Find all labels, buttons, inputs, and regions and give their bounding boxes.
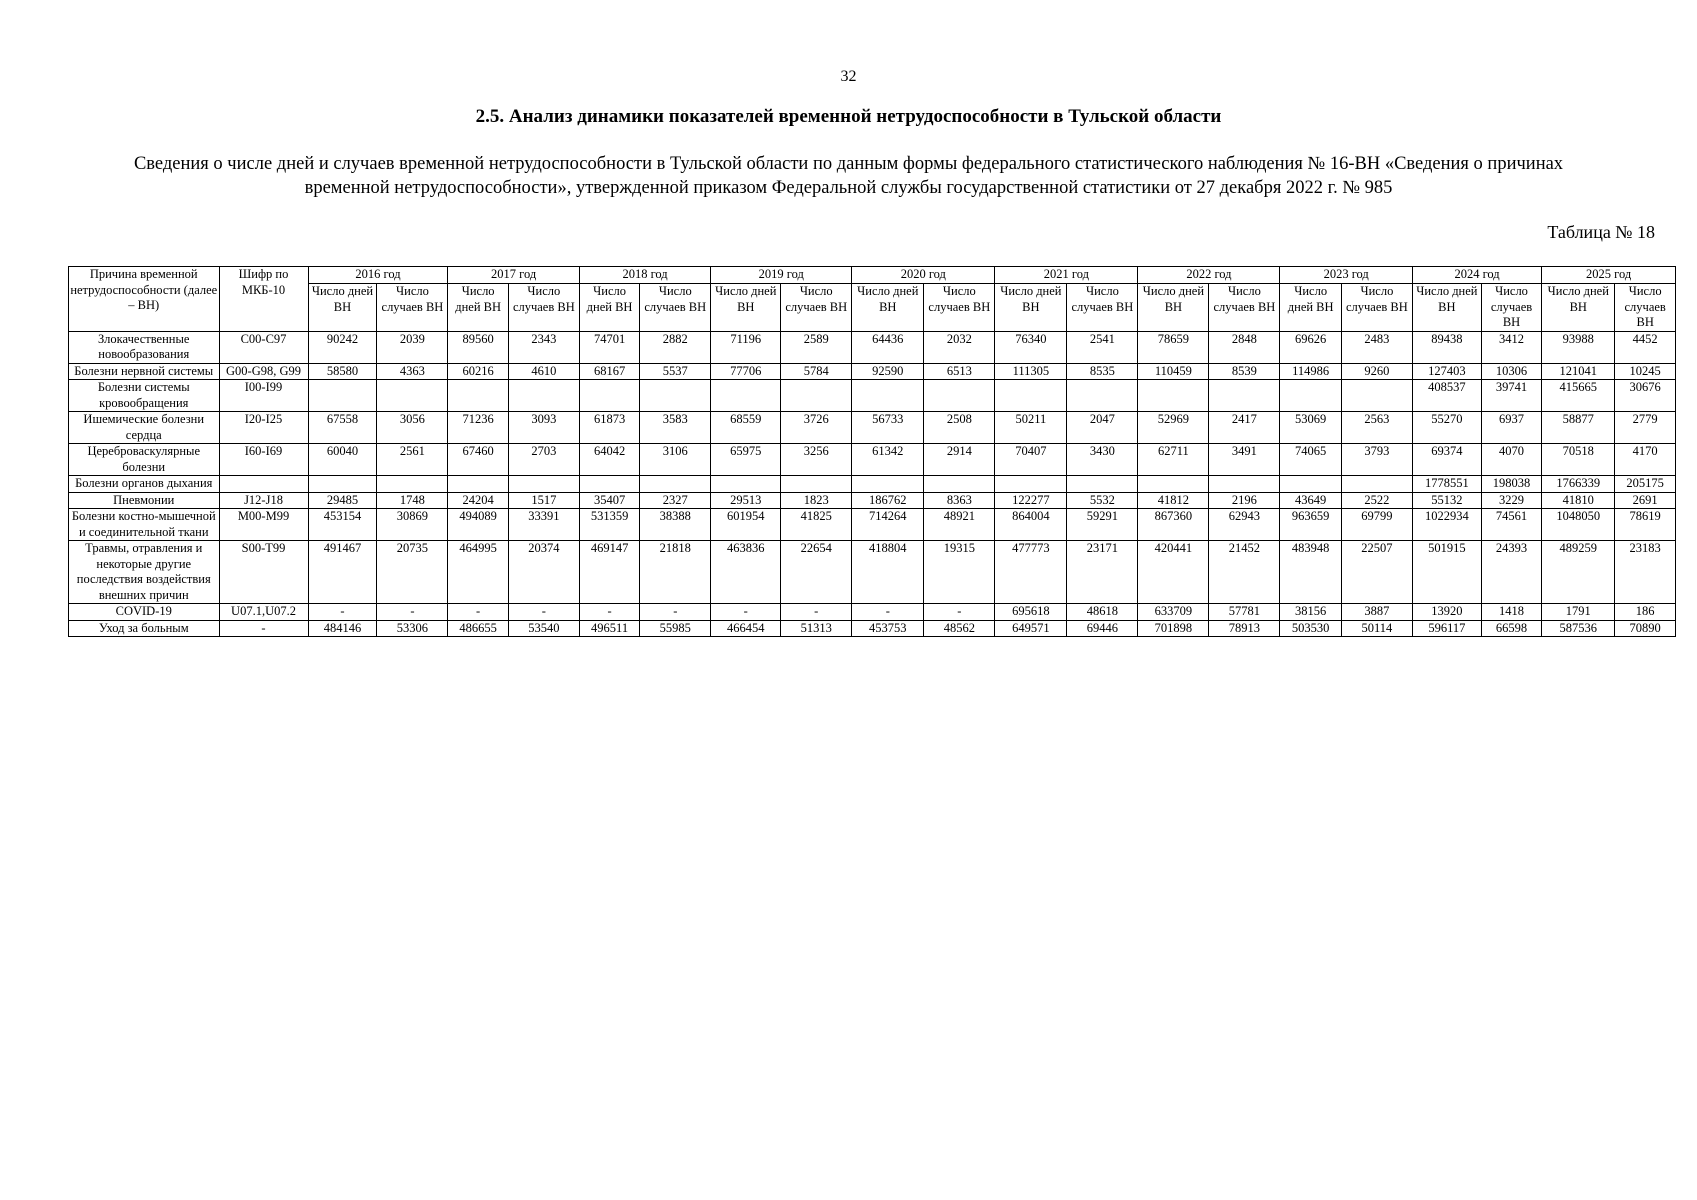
header-days-count: Число дней ВН — [1138, 284, 1209, 332]
table-row — [69, 476, 1676, 493]
header-year: 2020 год — [852, 267, 995, 284]
days-value-cell: 13920 — [1412, 604, 1481, 621]
cases-value-cell: 22507 — [1341, 541, 1412, 604]
cases-value-cell: 2522 — [1341, 492, 1412, 509]
days-value-cell — [995, 380, 1067, 412]
days-value-cell: 67558 — [308, 412, 377, 444]
caption-line-2: временной нетрудоспособности», утвержденной приказом Федеральной службы государственной статистики от 27 декабря 2022 г. № 985 — [304, 178, 1393, 198]
cases-value-cell: 57781 — [1209, 604, 1280, 621]
cases-value-cell: 20374 — [508, 541, 579, 604]
cases-value-cell: 6513 — [924, 363, 995, 380]
days-value-cell: 633709 — [1138, 604, 1209, 621]
days-value-cell: 60216 — [448, 363, 508, 380]
cases-value-cell: 78619 — [1615, 509, 1676, 541]
days-value-cell — [995, 476, 1067, 493]
days-value-cell: 596117 — [1412, 620, 1481, 637]
days-value-cell: 68559 — [711, 412, 781, 444]
cases-value-cell: 55985 — [640, 620, 711, 637]
icd-code-cell: U07.1,U07.2 — [219, 604, 308, 621]
days-value-cell: 29513 — [711, 492, 781, 509]
days-value-cell — [1138, 380, 1209, 412]
days-value-cell: 89438 — [1412, 331, 1481, 363]
table-caption — [80, 152, 1617, 200]
header-cases-count: Число случаев ВН — [781, 284, 852, 332]
cases-value-cell: 50114 — [1341, 620, 1412, 637]
cases-value-cell: 78913 — [1209, 620, 1280, 637]
cases-value-cell — [781, 380, 852, 412]
days-value-cell — [308, 380, 377, 412]
icd-code-cell: С00-С97 — [219, 331, 308, 363]
table-row — [69, 380, 1676, 412]
cases-value-cell: 3093 — [508, 412, 579, 444]
cases-value-cell: 41825 — [781, 509, 852, 541]
days-value-cell: 867360 — [1138, 509, 1209, 541]
days-value-cell: 56733 — [852, 412, 924, 444]
cases-value-cell: 3412 — [1481, 331, 1541, 363]
cases-value-cell: 39741 — [1481, 380, 1541, 412]
header-cases-count: Число случаев ВН — [1615, 284, 1676, 332]
cause-cell: Ишемические болезни сердца — [69, 412, 220, 444]
days-value-cell: 61342 — [852, 444, 924, 476]
section-heading: 2.5. Анализ динамики показателей временной нетрудоспособности в Тульской области — [475, 106, 1222, 127]
days-value-cell — [448, 476, 508, 493]
days-value-cell: 483948 — [1280, 541, 1341, 604]
icd-code-cell: G00-G98, G99 — [219, 363, 308, 380]
days-value-cell — [448, 380, 508, 412]
days-value-cell — [852, 380, 924, 412]
days-value-cell — [579, 476, 639, 493]
days-value-cell: 69374 — [1412, 444, 1481, 476]
incapacity-data-table — [68, 266, 1676, 637]
header-year: 2019 год — [711, 267, 852, 284]
header-cases-count: Число случаев ВН — [924, 284, 995, 332]
header-days-count: Число дней ВН — [1412, 284, 1481, 332]
days-value-cell: 587536 — [1542, 620, 1615, 637]
days-value-cell: 65975 — [711, 444, 781, 476]
cases-value-cell: 1418 — [1481, 604, 1541, 621]
header-days-count: Число дней ВН — [579, 284, 639, 332]
table-row — [69, 620, 1676, 637]
cases-value-cell: 3726 — [781, 412, 852, 444]
icd-code-cell: J12-J18 — [219, 492, 308, 509]
days-value-cell: 186762 — [852, 492, 924, 509]
days-value-cell: - — [448, 604, 508, 621]
days-value-cell: 110459 — [1138, 363, 1209, 380]
cause-cell: Болезни системы кровообращения — [69, 380, 220, 412]
cases-value-cell: 48618 — [1067, 604, 1138, 621]
header-cases-count: Число случаев ВН — [1209, 284, 1280, 332]
days-value-cell: 1791 — [1542, 604, 1615, 621]
header-cases-count: Число случаев ВН — [508, 284, 579, 332]
cases-value-cell: 51313 — [781, 620, 852, 637]
days-value-cell: 69626 — [1280, 331, 1341, 363]
cases-value-cell: 2563 — [1341, 412, 1412, 444]
table-row — [69, 363, 1676, 380]
table-row — [69, 492, 1676, 509]
days-value-cell: 464995 — [448, 541, 508, 604]
days-value-cell: 41810 — [1542, 492, 1615, 509]
cases-value-cell: 198038 — [1481, 476, 1541, 493]
cases-value-cell: 2032 — [924, 331, 995, 363]
cases-value-cell: 1748 — [377, 492, 448, 509]
days-value-cell: 1048050 — [1542, 509, 1615, 541]
table-row — [69, 331, 1676, 363]
days-value-cell: 701898 — [1138, 620, 1209, 637]
cause-cell: Цереброваскулярные болезни — [69, 444, 220, 476]
days-value-cell: 62711 — [1138, 444, 1209, 476]
days-value-cell: 55270 — [1412, 412, 1481, 444]
cases-value-cell: 20735 — [377, 541, 448, 604]
cases-value-cell: 3256 — [781, 444, 852, 476]
cases-value-cell — [1067, 380, 1138, 412]
cases-value-cell: 2541 — [1067, 331, 1138, 363]
days-value-cell — [1280, 476, 1341, 493]
cases-value-cell — [377, 380, 448, 412]
cases-value-cell: 3887 — [1341, 604, 1412, 621]
cases-value-cell — [781, 476, 852, 493]
header-cases-count: Число случаев ВН — [1067, 284, 1138, 332]
cases-value-cell: 186 — [1615, 604, 1676, 621]
days-value-cell: 121041 — [1542, 363, 1615, 380]
cases-value-cell: 3106 — [640, 444, 711, 476]
days-value-cell: 74701 — [579, 331, 639, 363]
cases-value-cell: 3793 — [1341, 444, 1412, 476]
days-value-cell: - — [579, 604, 639, 621]
days-value-cell: 408537 — [1412, 380, 1481, 412]
days-value-cell: 503530 — [1280, 620, 1341, 637]
days-value-cell: 601954 — [711, 509, 781, 541]
cases-value-cell: 3430 — [1067, 444, 1138, 476]
days-value-cell: - — [308, 604, 377, 621]
icd-code-cell: I60-I69 — [219, 444, 308, 476]
days-value-cell: 114986 — [1280, 363, 1341, 380]
header-cases-count: Число случаев ВН — [377, 284, 448, 332]
days-value-cell: 58580 — [308, 363, 377, 380]
cases-value-cell: 23183 — [1615, 541, 1676, 604]
days-value-cell — [579, 380, 639, 412]
cases-value-cell: 4170 — [1615, 444, 1676, 476]
header-days-count: Число дней ВН — [448, 284, 508, 332]
page-number: 32 — [840, 68, 857, 85]
days-value-cell: 55132 — [1412, 492, 1481, 509]
cases-value-cell: 10245 — [1615, 363, 1676, 380]
days-value-cell: 486655 — [448, 620, 508, 637]
cases-value-cell: 2914 — [924, 444, 995, 476]
cases-value-cell: 10306 — [1481, 363, 1541, 380]
icd-code-cell: - — [219, 620, 308, 637]
cases-value-cell: 3491 — [1209, 444, 1280, 476]
cause-cell: Болезни нервной системы — [69, 363, 220, 380]
cases-value-cell: 1823 — [781, 492, 852, 509]
days-value-cell: 501915 — [1412, 541, 1481, 604]
cases-value-cell: 2343 — [508, 331, 579, 363]
cases-value-cell: 5532 — [1067, 492, 1138, 509]
cases-value-cell — [1209, 476, 1280, 493]
days-value-cell — [1138, 476, 1209, 493]
cases-value-cell — [508, 476, 579, 493]
header-row-years — [69, 267, 1676, 284]
cases-value-cell — [640, 476, 711, 493]
cases-value-cell — [640, 380, 711, 412]
cases-value-cell: 2047 — [1067, 412, 1138, 444]
days-value-cell: 90242 — [308, 331, 377, 363]
days-value-cell: 1766339 — [1542, 476, 1615, 493]
cases-value-cell: 4070 — [1481, 444, 1541, 476]
table-body — [69, 331, 1676, 637]
header-days-count: Число дней ВН — [1542, 284, 1615, 332]
days-value-cell: 60040 — [308, 444, 377, 476]
cases-value-cell: 3583 — [640, 412, 711, 444]
days-value-cell — [711, 380, 781, 412]
days-value-cell: 531359 — [579, 509, 639, 541]
table-row — [69, 509, 1676, 541]
days-value-cell: 64042 — [579, 444, 639, 476]
days-value-cell: 1022934 — [1412, 509, 1481, 541]
days-value-cell: 494089 — [448, 509, 508, 541]
cases-value-cell: 2848 — [1209, 331, 1280, 363]
cases-value-cell: 2691 — [1615, 492, 1676, 509]
days-value-cell — [711, 476, 781, 493]
days-value-cell: 963659 — [1280, 509, 1341, 541]
days-value-cell: 418804 — [852, 541, 924, 604]
cases-value-cell: 62943 — [1209, 509, 1280, 541]
cause-cell: COVID-19 — [69, 604, 220, 621]
days-value-cell: 415665 — [1542, 380, 1615, 412]
days-value-cell: 649571 — [995, 620, 1067, 637]
days-value-cell: 68167 — [579, 363, 639, 380]
header-year: 2024 год — [1412, 267, 1541, 284]
cause-cell: Пневмонии — [69, 492, 220, 509]
days-value-cell: 43649 — [1280, 492, 1341, 509]
header-days-count: Число дней ВН — [995, 284, 1067, 332]
cases-value-cell: 4452 — [1615, 331, 1676, 363]
header-year: 2018 год — [579, 267, 710, 284]
days-value-cell: 70407 — [995, 444, 1067, 476]
header-year: 2016 год — [308, 267, 448, 284]
days-value-cell: 71196 — [711, 331, 781, 363]
days-value-cell — [1280, 380, 1341, 412]
days-value-cell: 58877 — [1542, 412, 1615, 444]
cases-value-cell: - — [924, 604, 995, 621]
header-year: 2022 год — [1138, 267, 1280, 284]
cases-value-cell: 2561 — [377, 444, 448, 476]
cases-value-cell — [508, 380, 579, 412]
cases-value-cell — [377, 476, 448, 493]
days-value-cell: 496511 — [579, 620, 639, 637]
cause-cell: Уход за больным — [69, 620, 220, 637]
cases-value-cell: 2417 — [1209, 412, 1280, 444]
header-days-count: Число дней ВН — [711, 284, 781, 332]
days-value-cell: 127403 — [1412, 363, 1481, 380]
days-value-cell: 64436 — [852, 331, 924, 363]
cases-value-cell: 205175 — [1615, 476, 1676, 493]
cases-value-cell: 2779 — [1615, 412, 1676, 444]
cases-value-cell — [1341, 380, 1412, 412]
cases-value-cell: 8363 — [924, 492, 995, 509]
cases-value-cell: 1517 — [508, 492, 579, 509]
days-value-cell: 1778551 — [1412, 476, 1481, 493]
days-value-cell: 77706 — [711, 363, 781, 380]
icd-code-cell: I00-I99 — [219, 380, 308, 412]
cases-value-cell: 2882 — [640, 331, 711, 363]
days-value-cell: 70518 — [1542, 444, 1615, 476]
cases-value-cell: 48562 — [924, 620, 995, 637]
days-value-cell: 489259 — [1542, 541, 1615, 604]
cases-value-cell: 2703 — [508, 444, 579, 476]
cases-value-cell — [1209, 380, 1280, 412]
days-value-cell: 453753 — [852, 620, 924, 637]
days-value-cell — [852, 476, 924, 493]
header-days-count: Число дней ВН — [308, 284, 377, 332]
cases-value-cell: 8535 — [1067, 363, 1138, 380]
cases-value-cell: - — [640, 604, 711, 621]
cases-value-cell: 2327 — [640, 492, 711, 509]
cases-value-cell: 2483 — [1341, 331, 1412, 363]
days-value-cell: 38156 — [1280, 604, 1341, 621]
icd-code-cell: S00-T99 — [219, 541, 308, 604]
cases-value-cell — [924, 476, 995, 493]
header-icd-code: Шифр по МКБ-10 — [219, 267, 308, 332]
cases-value-cell: 70890 — [1615, 620, 1676, 637]
days-value-cell: 466454 — [711, 620, 781, 637]
cases-value-cell: 2589 — [781, 331, 852, 363]
days-value-cell: 71236 — [448, 412, 508, 444]
header-year: 2017 год — [448, 267, 579, 284]
days-value-cell: 714264 — [852, 509, 924, 541]
header-cases-count: Число случаев ВН — [640, 284, 711, 332]
cases-value-cell: 53306 — [377, 620, 448, 637]
days-value-cell: 41812 — [1138, 492, 1209, 509]
cases-value-cell: - — [377, 604, 448, 621]
days-value-cell: 53069 — [1280, 412, 1341, 444]
cases-value-cell: 21452 — [1209, 541, 1280, 604]
cases-value-cell: 30869 — [377, 509, 448, 541]
days-value-cell: 93988 — [1542, 331, 1615, 363]
days-value-cell: - — [711, 604, 781, 621]
cases-value-cell: 5784 — [781, 363, 852, 380]
days-value-cell: 67460 — [448, 444, 508, 476]
days-value-cell: - — [852, 604, 924, 621]
header-cause: Причина временной нетрудоспособности (далее – ВН) — [69, 267, 220, 332]
cases-value-cell: 23171 — [1067, 541, 1138, 604]
icd-code-cell: M00-M99 — [219, 509, 308, 541]
days-value-cell: 463836 — [711, 541, 781, 604]
days-value-cell: 29485 — [308, 492, 377, 509]
header-days-count: Число дней ВН — [1280, 284, 1341, 332]
cases-value-cell — [1067, 476, 1138, 493]
cases-value-cell: 38388 — [640, 509, 711, 541]
cases-value-cell: 22654 — [781, 541, 852, 604]
cases-value-cell: - — [508, 604, 579, 621]
cause-cell: Травмы, отравления и некоторые другие последствия воздействия внешних причин — [69, 541, 220, 604]
days-value-cell: 89560 — [448, 331, 508, 363]
cases-value-cell: 74561 — [1481, 509, 1541, 541]
icd-code-cell: I20-I25 — [219, 412, 308, 444]
cases-value-cell: 24393 — [1481, 541, 1541, 604]
cases-value-cell: 48921 — [924, 509, 995, 541]
cases-value-cell: 4610 — [508, 363, 579, 380]
days-value-cell: 52969 — [1138, 412, 1209, 444]
cases-value-cell: 3229 — [1481, 492, 1541, 509]
cases-value-cell: 30676 — [1615, 380, 1676, 412]
days-value-cell: 484146 — [308, 620, 377, 637]
cases-value-cell: 2039 — [377, 331, 448, 363]
cause-cell: Болезни органов дыхания — [69, 476, 220, 493]
header-year: 2021 год — [995, 267, 1138, 284]
days-value-cell: 35407 — [579, 492, 639, 509]
days-value-cell: 61873 — [579, 412, 639, 444]
header-year: 2023 год — [1280, 267, 1412, 284]
cause-cell: Болезни костно-мышечной и соединительной ткани — [69, 509, 220, 541]
days-value-cell: 864004 — [995, 509, 1067, 541]
header-cases-count: Число случаев ВН — [1481, 284, 1541, 332]
days-value-cell: 92590 — [852, 363, 924, 380]
cases-value-cell: 19315 — [924, 541, 995, 604]
header-cases-count: Число случаев ВН — [1341, 284, 1412, 332]
cases-value-cell: 6937 — [1481, 412, 1541, 444]
cases-value-cell: 2196 — [1209, 492, 1280, 509]
cases-value-cell: 66598 — [1481, 620, 1541, 637]
cases-value-cell: 69799 — [1341, 509, 1412, 541]
days-value-cell: 111305 — [995, 363, 1067, 380]
header-row-subcolumns — [69, 284, 1676, 332]
caption-line-1: Сведения о числе дней и случаев временной нетрудоспособности в Тульской области по данным формы федерального статистического наблюдения № 16-ВН «Сведения о причинах — [133, 154, 1564, 174]
table-row — [69, 604, 1676, 621]
days-value-cell: 491467 — [308, 541, 377, 604]
days-value-cell: 469147 — [579, 541, 639, 604]
days-value-cell: 74065 — [1280, 444, 1341, 476]
days-value-cell: 24204 — [448, 492, 508, 509]
days-value-cell — [308, 476, 377, 493]
table-number-label: Таблица № 18 — [1547, 222, 1655, 242]
days-value-cell: 76340 — [995, 331, 1067, 363]
cases-value-cell: 3056 — [377, 412, 448, 444]
icd-code-cell — [219, 476, 308, 493]
cases-value-cell: 2508 — [924, 412, 995, 444]
cause-cell: Злокачественные новообразования — [69, 331, 220, 363]
cases-value-cell: 9260 — [1341, 363, 1412, 380]
days-value-cell: 78659 — [1138, 331, 1209, 363]
cases-value-cell — [924, 380, 995, 412]
table-row — [69, 444, 1676, 476]
days-value-cell: 477773 — [995, 541, 1067, 604]
cases-value-cell: 59291 — [1067, 509, 1138, 541]
days-value-cell: 420441 — [1138, 541, 1209, 604]
table-row — [69, 541, 1676, 604]
cases-value-cell: 21818 — [640, 541, 711, 604]
cases-value-cell: 33391 — [508, 509, 579, 541]
cases-value-cell: 53540 — [508, 620, 579, 637]
header-year: 2025 год — [1542, 267, 1676, 284]
days-value-cell: 695618 — [995, 604, 1067, 621]
days-value-cell: 50211 — [995, 412, 1067, 444]
cases-value-cell: 8539 — [1209, 363, 1280, 380]
days-value-cell: 122277 — [995, 492, 1067, 509]
cases-value-cell — [1341, 476, 1412, 493]
cases-value-cell: - — [781, 604, 852, 621]
cases-value-cell: 69446 — [1067, 620, 1138, 637]
table-row — [69, 412, 1676, 444]
header-days-count: Число дней ВН — [852, 284, 924, 332]
cases-value-cell: 4363 — [377, 363, 448, 380]
days-value-cell: 453154 — [308, 509, 377, 541]
cases-value-cell: 5537 — [640, 363, 711, 380]
